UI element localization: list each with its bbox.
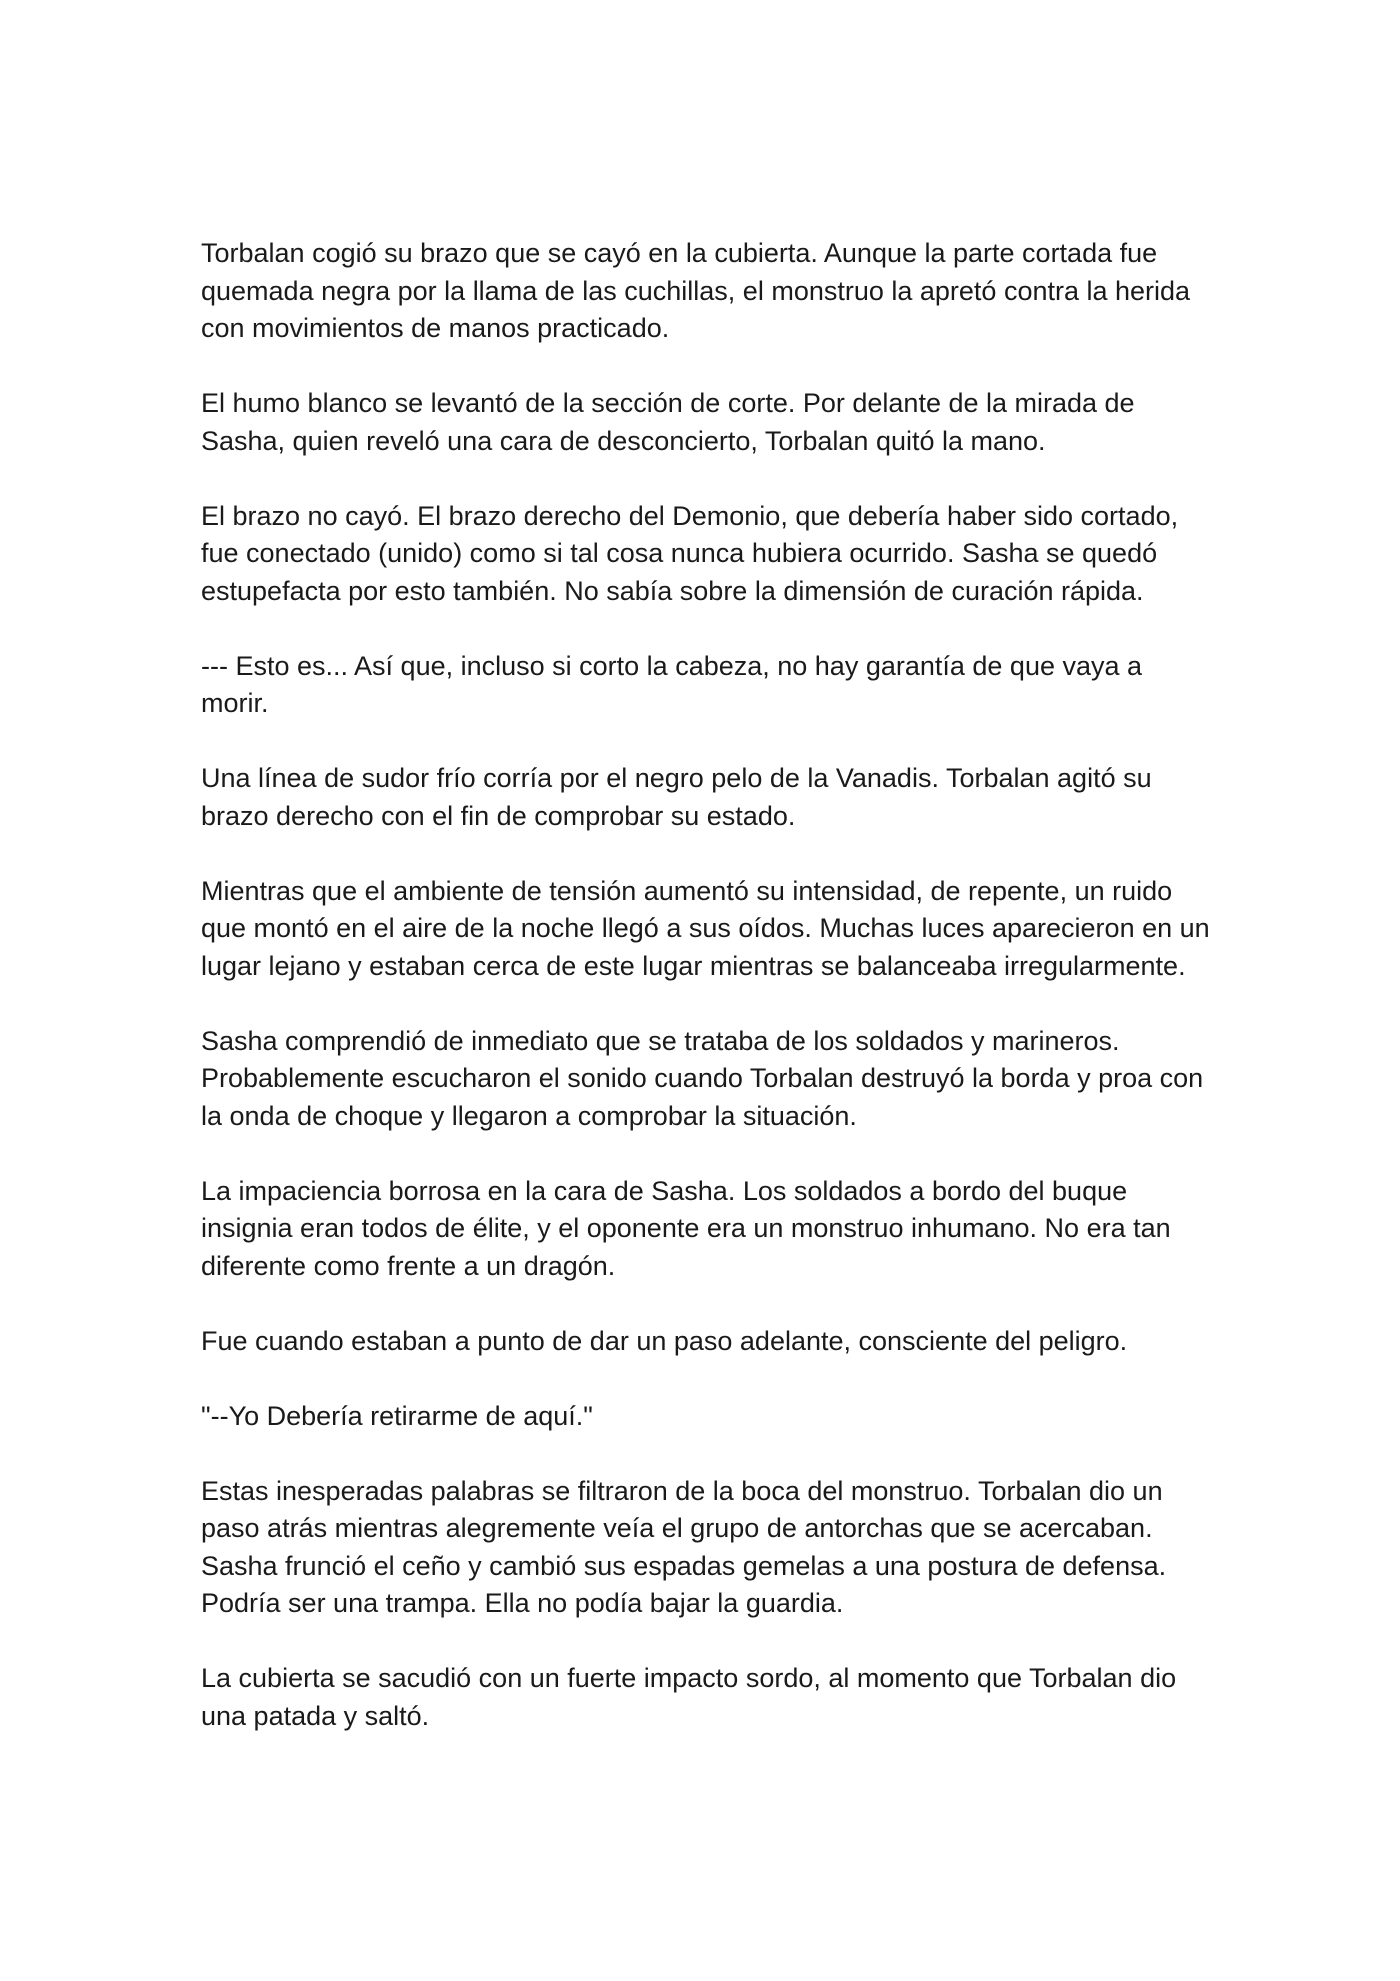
paragraph-7: Sasha comprendió de inmediato que se trataba de los soldados y marineros. Probablemente escucharon el sonido cuando Torbalan destruyó la borda y proa con la onda de choque y llegaron a comprobar la situación. <box>201 1025 1204 1131</box>
paragraph-4: --- Esto es... Así que, incluso si corto la cabeza, no hay garantía de que vaya a morir. <box>201 650 1143 718</box>
paragraph-8: La impaciencia borrosa en la cara de Sasha. Los soldados a bordo del buque insignia eran todos de élite, y el oponente era un monstruo inhumano. No era tan diferente como frente a un dragón. <box>201 1175 1171 1281</box>
paragraph-6: Mientras que el ambiente de tensión aumentó su intensidad, de repente, un ruido que montó en el aire de la noche llegó a sus oídos. Muchas luces aparecieron en un lugar lejano y estaban cerca de este lugar mientras se balanceaba irregularmente. <box>201 875 1210 981</box>
paragraph-10: "--Yo Debería retirarme de aquí." <box>201 1400 593 1431</box>
paragraph-9: Fue cuando estaban a punto de dar un paso adelante, consciente del peligro. <box>201 1325 1128 1356</box>
paragraph-3: El brazo no cayó. El brazo derecho del Demonio, que debería haber sido cortado, fue conectado (unido) como si tal cosa nunca hubiera ocurrido. Sasha se quedó estupefacta por esto también. No sabía sobre la dimensión de curación rápida. <box>201 500 1179 606</box>
paragraph-2: El humo blanco se levantó de la sección de corte. Por delante de la mirada de Sasha, quien reveló una cara de desconcierto, Torbalan quitó la mano. <box>201 388 1135 456</box>
document-body <box>201 235 1211 1735</box>
paragraph-1: Torbalan cogió su brazo que se cayó en la cubierta. Aunque la parte cortada fue quemada negra por la llama de las cuchillas, el monstruo la apretó contra la herida con movimientos de manos practicado. <box>201 238 1191 343</box>
paragraph-5: Una línea de sudor frío corría por el negro pelo de la Vanadis. Torbalan agitó su brazo derecho con el fin de comprobar su estado. <box>201 763 1152 831</box>
paragraph-12: La cubierta se sacudió con un fuerte impacto sordo, al momento que Torbalan dio una patada y saltó. <box>201 1663 1177 1731</box>
paragraph-11: Estas inesperadas palabras se filtraron de la boca del monstruo. Torbalan dio un paso atrás mientras alegremente veía el grupo de antorchas que se acercaban. Sasha frunció el ceño y cambió sus espadas gemelas a una postura de defensa. Podría ser una trampa. Ella no podía bajar la guardia. <box>201 1475 1167 1618</box>
